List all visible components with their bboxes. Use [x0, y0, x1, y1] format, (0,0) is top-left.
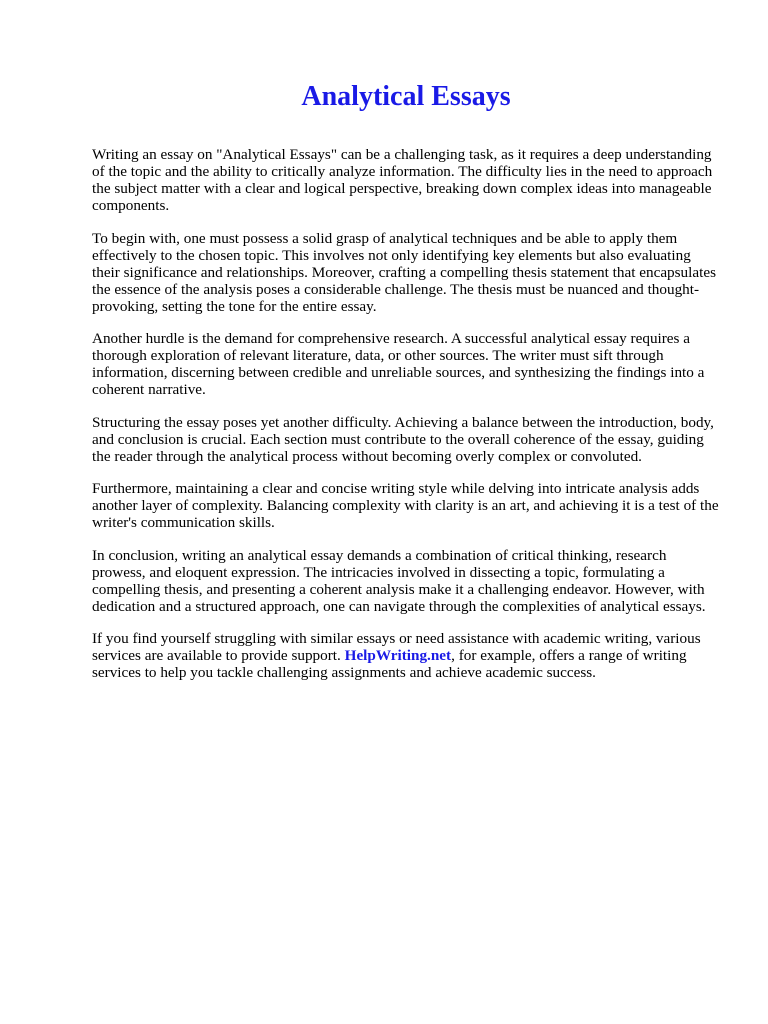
closing-text-before-link: If you find yourself struggling with similar essays or need assistance with academic writing, various services are available to provide support. — [92, 630, 701, 664]
paragraph-structure: Structuring the essay poses yet another difficulty. Achieving a balance between the introduction, body, and conclusion is crucial. Each section must contribute to the overall coherence of the essay, guiding the reader through the analytical process without becoming overly complex or convoluted. — [92, 413, 714, 465]
page-title: Analytical Essays — [301, 81, 511, 112]
paragraph-research: Another hurdle is the demand for comprehensive research. A successful analytical essay requires a thorough exploration of relevant literature, data, or other sources. The writer must sift through information, discerning between credible and unreliable sources, and synthesizing the findings into a coherent narrative. — [92, 330, 705, 398]
paragraph-closing — [92, 630, 720, 681]
closing-text-after-link: , for example, offers a range of writing services to help you tackle challenging assignments and achieve academic success. — [92, 647, 687, 681]
paragraph-style: Furthermore, maintaining a clear and concise writing style while delving into intricate analysis adds another layer of complexity. Balancing complexity with clarity is an art, and achieving it is a test of the writer's communication skills. — [92, 480, 719, 531]
paragraph-conclusion: In conclusion, writing an analytical essay demands a combination of critical thinking, research prowess, and eloquent expression. The intricacies involved in dissecting a topic, formulating a compelling thesis, and presenting a coherent analysis make it a challenging endeavor. However, with dedication and a structured approach, one can navigate through the complexities of analytical essays. — [92, 546, 706, 615]
helpwriting-link[interactable]: HelpWriting.net — [344, 647, 452, 664]
paragraph-intro: Writing an essay on "Analytical Essays" can be a challenging task, as it requires a deep understanding of the topic and the ability to critically analyze information. The difficulty lies in the need to approach the subject matter with a clear and logical perspective, breaking down complex ideas into manageable components. — [92, 146, 713, 214]
essay-body — [92, 146, 720, 697]
paragraph-techniques: To begin with, one must possess a solid grasp of analytical techniques and be able to apply them effectively to the chosen topic. This involves not only identifying key elements but also evaluating their significance and relationships. Moreover, crafting a compelling thesis statement that encapsulates the essence of the analysis poses a considerable challenge. The thesis must be nuanced and thought-provoking, setting the tone for the entire essay. — [92, 229, 716, 315]
